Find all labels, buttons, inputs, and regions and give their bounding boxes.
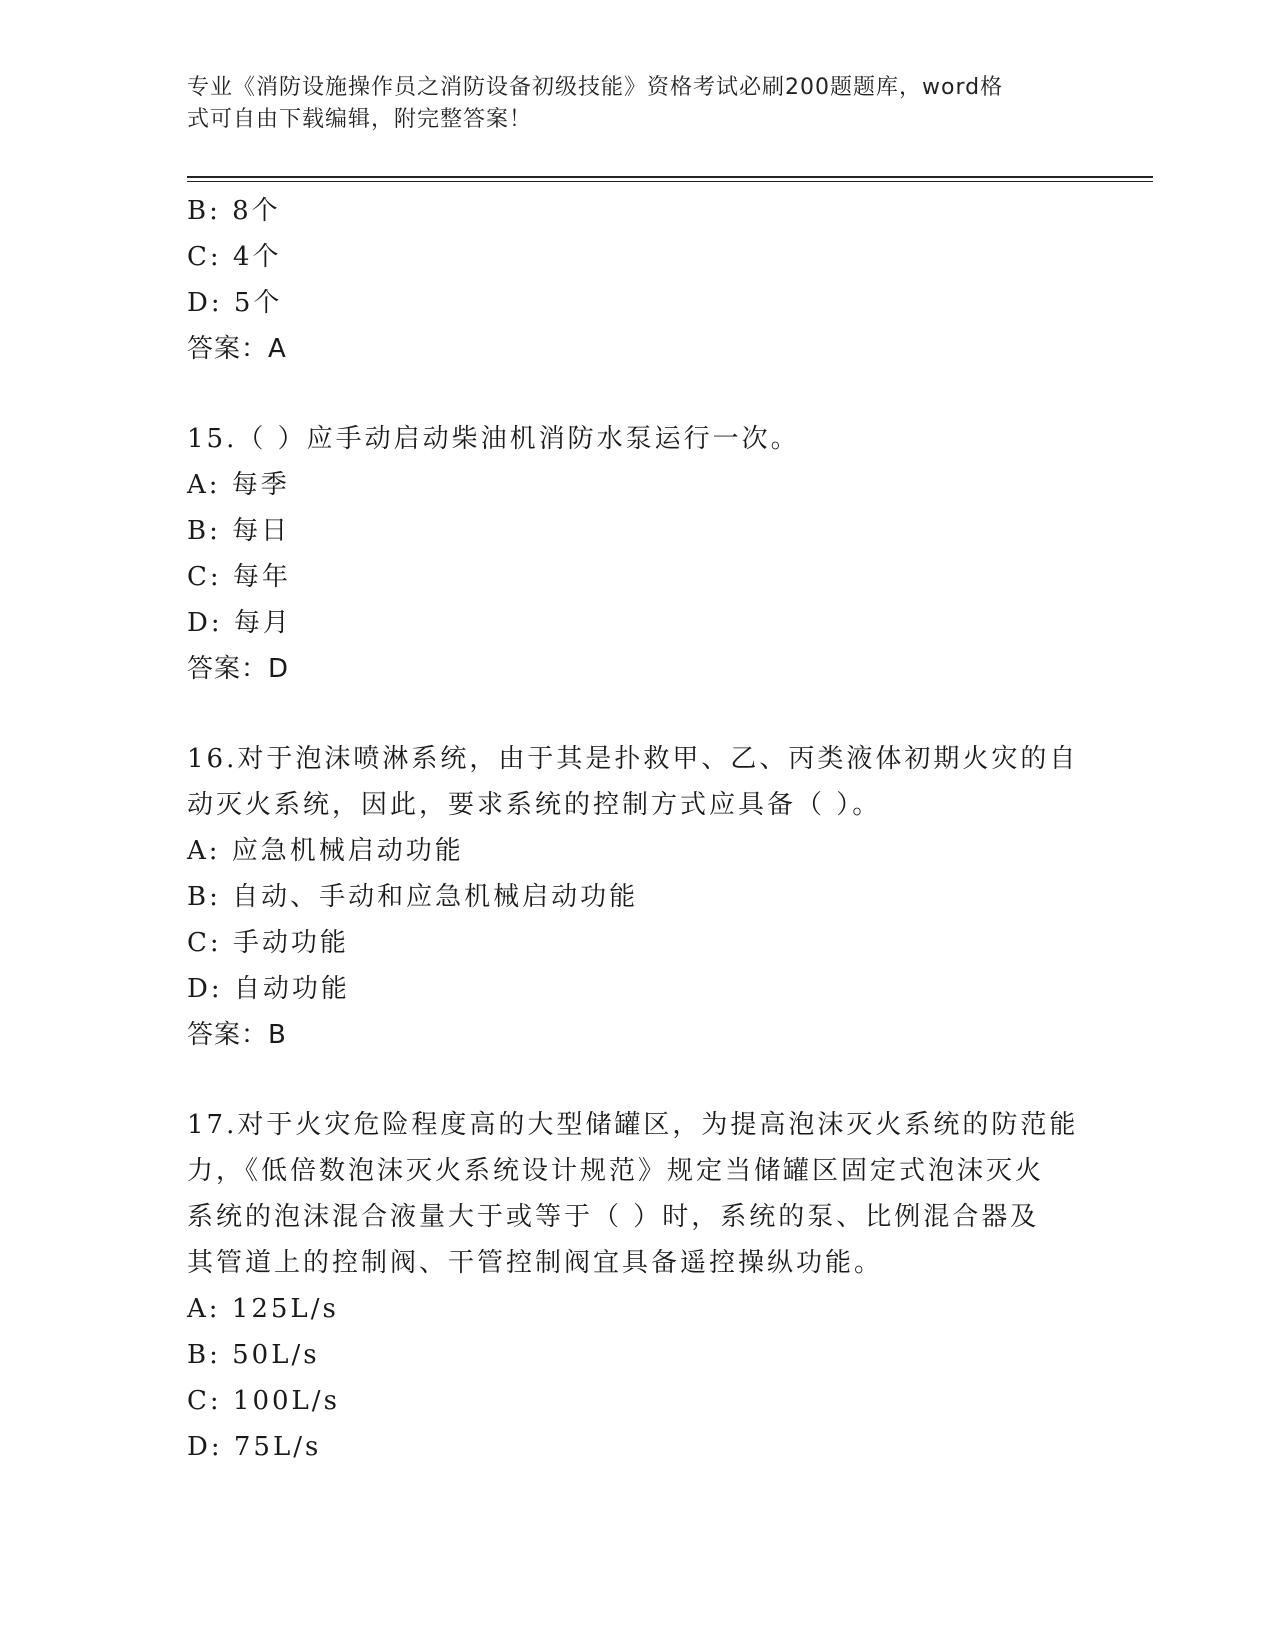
question-16 [187, 736, 1079, 1058]
question-stem [187, 1102, 1079, 1286]
answer-line: 答案：B [187, 1020, 287, 1050]
stem-line: 15.（ ）应手动启动柴油机消防水泵运行一次。 [187, 424, 800, 454]
header-rule-thick [187, 176, 1153, 178]
stem-line: 其管道上的控制阀、干管控制阀宜具备遥控操纵功能。 [187, 1248, 884, 1278]
option-d: D: 5个 [187, 288, 283, 318]
option-c: C: 每年 [187, 562, 291, 592]
option-a: A: 应急机械启动功能 [187, 836, 464, 866]
stem-line: 系统的泡沫混合液量大于或等于（ ）时，系统的泵、比例混合器及 [187, 1202, 1040, 1232]
question-stem [187, 736, 1079, 828]
header-line-1: 专业《消防设施操作员之消防设备初级技能》资格考试必刷200题题库，word格 [187, 75, 1004, 100]
option-d: D: 自动功能 [187, 974, 350, 1004]
option-d: D: 75L/s [187, 1432, 322, 1462]
option-b: B: 每日 [187, 516, 291, 546]
answer-line: 答案：D [187, 654, 290, 684]
stem-line: 力，《低倍数泡沫灭火系统设计规范》规定当储罐区固定式泡沫灭火 [187, 1156, 1045, 1186]
question-stem [187, 416, 1067, 462]
option-c: C: 手动功能 [187, 928, 349, 958]
stem-line: 17.对于火灾危险程度高的大型储罐区，为提高泡沫灭火系统的防范能 [187, 1110, 1079, 1140]
question-spacer [187, 1058, 1067, 1102]
stem-line: 动灭火系统，因此，要求系统的控制方式应具备（ ）。 [187, 790, 882, 820]
option-d: D: 每月 [187, 608, 292, 638]
question-content [187, 188, 1079, 1470]
question-14-tail [187, 188, 1067, 372]
option-a: A: 125L/s [187, 1294, 339, 1324]
question-spacer [187, 372, 1067, 416]
question-15 [187, 416, 1067, 692]
option-a: A: 每季 [187, 470, 290, 500]
option-b: B: 自动、手动和应急机械启动功能 [187, 882, 639, 912]
option-c: C: 4个 [187, 242, 282, 272]
option-b: B: 8个 [187, 196, 281, 226]
page-header [187, 72, 1067, 136]
header-rule-thin [187, 181, 1153, 182]
option-c: C: 100L/s [187, 1386, 340, 1416]
question-spacer [187, 692, 1067, 736]
header-line-2: 式可自由下载编辑，附完整答案！ [187, 107, 533, 132]
option-b: B: 50L/s [187, 1340, 320, 1370]
answer-line: 答案：A [187, 334, 287, 364]
stem-line: 16.对于泡沫喷淋系统，由于其是扑救甲、乙、丙类液体初期火灾的自 [187, 744, 1079, 774]
question-17 [187, 1102, 1079, 1470]
